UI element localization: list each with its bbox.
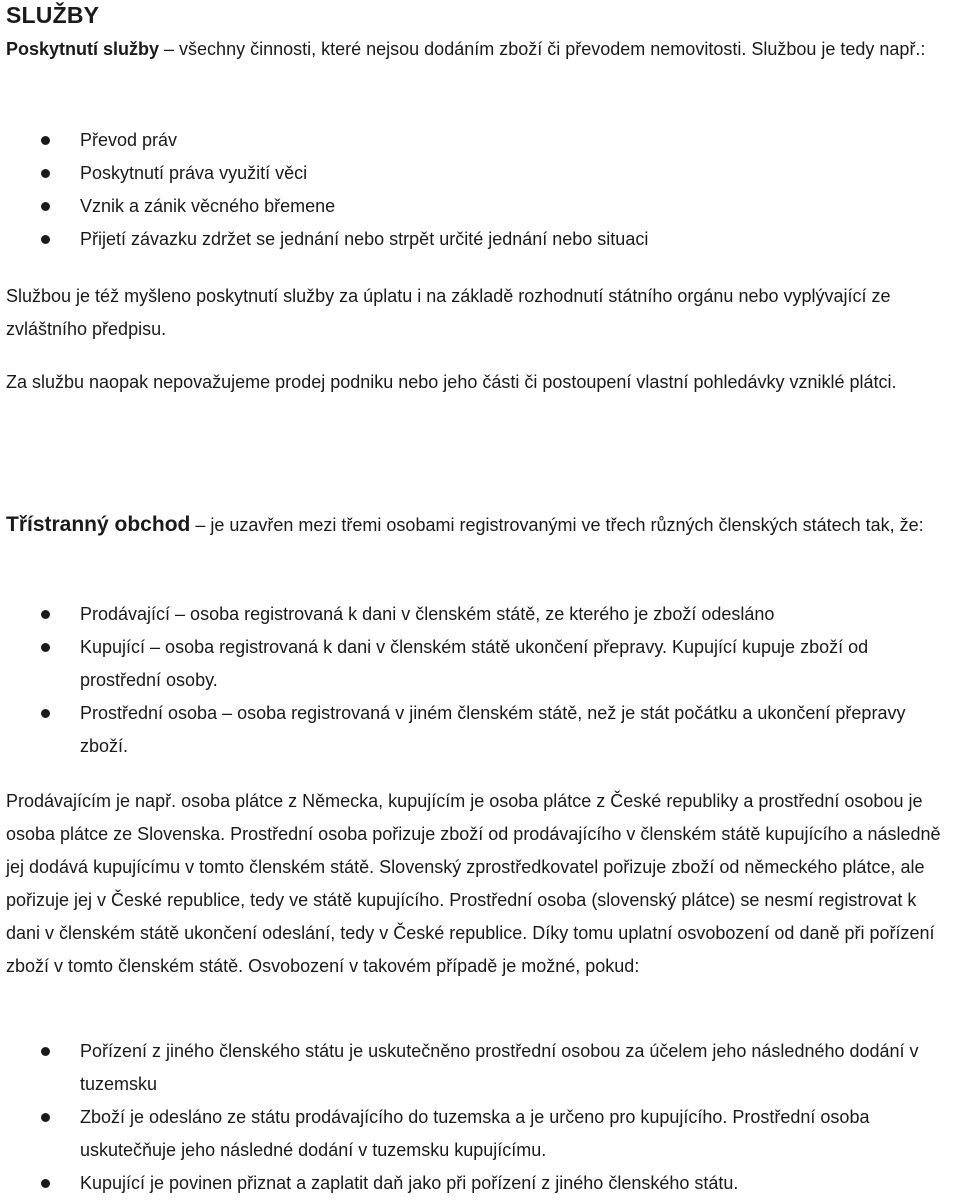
paragraph-service-state: Službou je též myšleno poskytnutí služby za úplatu i na základě rozhodnutí státního orgánu nebo vyplývající ze zvláštního předpisu. xyxy=(6,286,891,339)
list-item: Převod práv xyxy=(0,124,950,157)
paragraph-triangular-trade xyxy=(6,508,952,542)
list-item: Prostřední osoba – osoba registrovaná v jiném členském státě, než je stát počátku a ukončení přepravy zboží. xyxy=(0,697,950,763)
services-list xyxy=(0,124,950,256)
list-item: Kupující – osoba registrovaná k dani v členském státě ukončení přepravy. Kupující kupuje zboží od prostřední osoby. xyxy=(0,631,950,697)
term-triangular-trade: Třístranný obchod xyxy=(6,513,191,536)
list-item: Poskytnutí práva využití věci xyxy=(0,157,950,190)
definition-text: – je uzavřen mezi třemi osobami registrovanými ve třech různých členských státech tak, že: xyxy=(190,515,924,535)
paragraph-example: Prodávajícím je např. osoba plátce z Německa, kupujícím je osoba plátce z České republiky a prostřední osobou je osoba plátce ze Slovenska. Prostřední osoba pořizuje zboží od prodávajícího v členském státě kupujícího a následně jej dodává kupujícímu v tomto členském státě. Slovenský zprostředkovatel pořizuje zboží od německého plátce, ale pořizuje jej v České republice, tedy ve státě kupujícího. Prostřední osoba (slovenský plátce) se nesmí registrovat k dani v členském státě ukončení odeslání, tedy v České republice. Díky tomu uplatní osvobození od daně při pořízení zboží v tomto členském státě. Osvobození v takovém případě je možné, pokud: xyxy=(6,791,941,976)
list-item: Zboží je odesláno ze státu prodávajícího do tuzemska a je určeno pro kupujícího. Prostřední osoba uskutečňuje jeho následné dodání v tuzemsku kupujícímu. xyxy=(0,1101,950,1167)
paragraph-services-definition xyxy=(6,33,952,66)
section-title: SLUŽBY xyxy=(6,2,100,28)
parties-list xyxy=(0,598,950,763)
list-item: Vznik a zánik věcného břemene xyxy=(0,190,950,223)
list-item: Pořízení z jiného členského státu je uskutečněno prostřední osobou za účelem jeho následného dodání v tuzemsku xyxy=(0,1035,950,1101)
term-service: Poskytnutí služby xyxy=(6,39,160,59)
list-item: Prodávající – osoba registrovaná k dani v členském státě, ze kterého je zboží odesláno xyxy=(0,598,950,631)
list-item: Přijetí závazku zdržet se jednání nebo strpět určité jednání nebo situaci xyxy=(0,223,950,256)
exemption-conditions-list xyxy=(0,1035,950,1200)
definition-text: – všechny činnosti, které nejsou dodáním zboží či převodem nemovitosti. Službou je tedy např.: xyxy=(159,39,926,59)
paragraph-not-service: Za službu naopak nepovažujeme prodej podniku nebo jeho části či postoupení vlastní pohledávky vzniklé plátci. xyxy=(6,372,897,392)
list-item: Kupující je povinen přiznat a zaplatit daň jako při pořízení z jiného členského státu. xyxy=(0,1167,950,1200)
